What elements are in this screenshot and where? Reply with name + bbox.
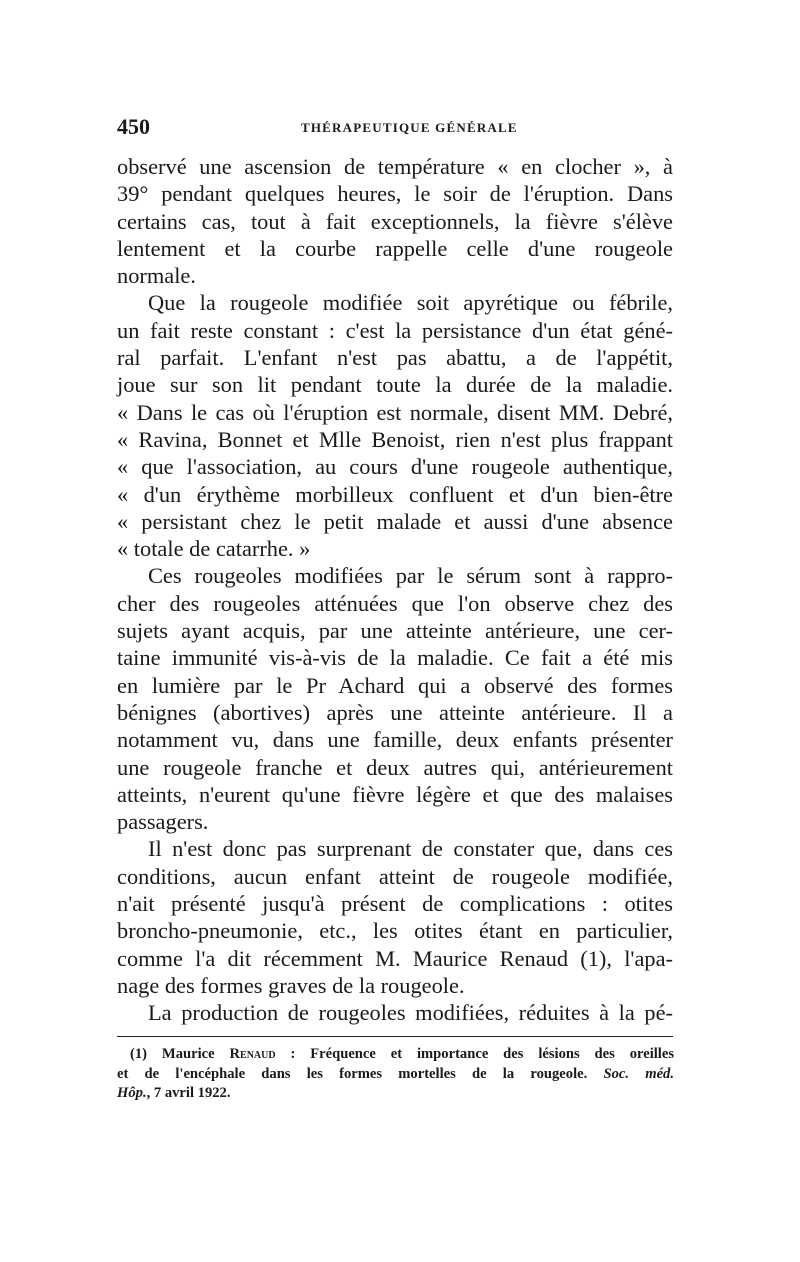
text-line: conditions, aucun enfant atteint de rougeole modifiée, [117,863,673,889]
text-line: « Ravina, Bonnet et Mlle Benoist, rien n'est plus frappant [117,426,673,452]
text-line: une rougeole franche et deux autres qui, antérieurement [117,754,673,780]
footnote-divider [117,1036,673,1037]
text-line: certains cas, tout à fait exceptionnels, la fièvre s'élève [117,208,673,234]
footnote-journal-2: Hôp. [117,1085,147,1101]
text-line: Ces rougeoles modifiées par le sérum sont à rappro- [148,563,673,589]
text-line: atteints, n'eurent qu'une fièvre légère et que des malaises [117,781,673,807]
text-line: broncho-pneumonie, etc., les otites étant en particulier, [117,918,673,944]
text-line: joue sur son lit pendant toute la durée de la maladie. [117,372,673,398]
text-line: un fait reste constant : c'est la persistance d'un état géné- [117,317,673,343]
text-line: normale. [117,263,196,289]
footnote-author-last: Renaud [229,1046,276,1062]
page-number: 450 [117,114,150,139]
footnote [117,1045,675,1104]
text-line: cher des rougeoles atténuées que l'on observe chez des [117,590,673,616]
text-line: taine immunité vis-à-vis de la maladie. Ce fait a été mis [117,645,673,671]
text-line: en lumière par le Pr Achard qui a observé des formes [117,672,673,698]
text-line: Il n'est donc pas surprenant de constater que, dans ces [148,836,673,862]
text-line: La production de rougeoles modifiées, réduites à la pé- [148,1000,673,1026]
text-line: sujets ayant acquis, par une atteinte antérieure, une cer- [117,618,673,644]
footnote-line-1 [130,1045,674,1065]
text-line: Que la rougeole modifiée soit apyrétique ou fébrile, [148,290,673,316]
text-line: passagers. [117,809,209,835]
text-line: notamment vu, dans une famille, deux enfants présenter [117,727,673,753]
footnote-text-1: : Fréquence et importance des lésions des oreilles [275,1046,675,1062]
footnote-line-3 [117,1084,674,1104]
text-line: « que l'association, au cours d'une rougeole authentique, [117,454,673,480]
text-line: nage des formes graves de la rougeole. [117,972,465,998]
text-line: « totale de catarrhe. » [117,536,311,562]
footnote-author-first: Maurice [161,1046,215,1062]
text-line: ral parfait. L'enfant n'est pas abattu, a de l'appétit, [117,345,673,371]
footnote-journal: Soc. méd. [603,1065,674,1082]
page-header [117,114,672,144]
footnote-line-2 [117,1065,674,1085]
text-line: comme l'a dit récemment M. Maurice Renaud (1), l'apa- [117,945,673,971]
text-line: n'ait présenté jusqu'à présent de complications : otites [117,891,673,917]
footnote-marker: (1) [130,1046,148,1062]
body-text [117,153,673,1027]
text-line: « d'un érythème morbilleux confluent et d'un bien-être [117,481,673,507]
text-line: bénignes (abortives) après une atteinte antérieure. Il a [117,699,673,725]
footnote-text-2: et de l'encéphale dans les formes mortelles de la rougeole. [117,1065,588,1082]
text-line: lentement et la courbe rappelle celle d'une rougeole [117,235,673,261]
text-line: « persistant chez le petit malade et aussi d'une absence [117,508,673,534]
running-title: THÉRAPEUTIQUE GÉNÉRALE [301,120,518,135]
text-line: observé une ascension de température « en clocher », à [117,154,673,179]
footnote-date: , 7 avril 1922. [146,1085,231,1101]
text-line: 39° pendant quelques heures, le soir de l'éruption. Dans [117,181,673,207]
text-line: « Dans le cas où l'éruption est normale, disent MM. Debré, [117,399,673,425]
